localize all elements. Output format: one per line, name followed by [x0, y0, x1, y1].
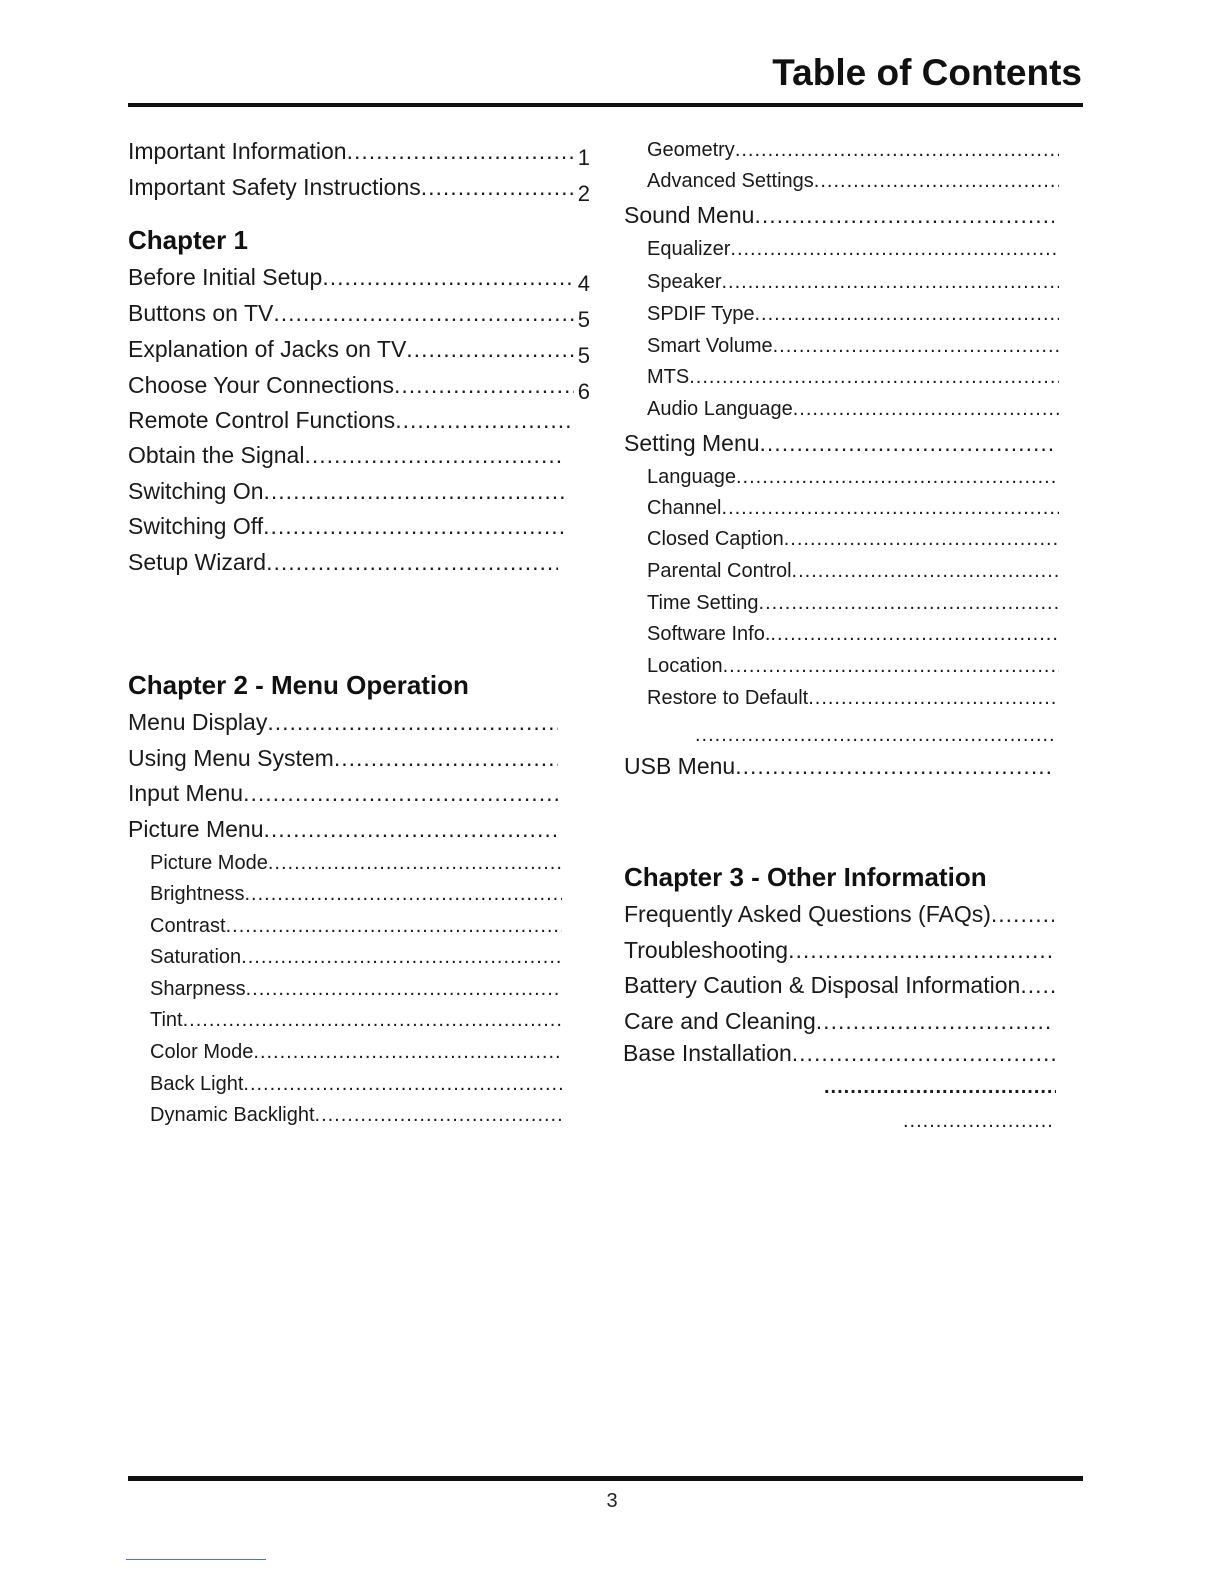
leader-dots — [759, 592, 1059, 615]
leader-dots — [243, 1073, 562, 1096]
leader-dots — [792, 1040, 1055, 1067]
bottom-link-underline — [126, 1559, 266, 1560]
chapter-1-heading: Chapter 1 — [128, 225, 248, 255]
leader-dots — [736, 466, 1059, 489]
leader-dots — [266, 549, 558, 576]
leader-dots — [735, 139, 1059, 162]
toc-entry-title: Color Mode — [150, 1041, 254, 1063]
toc-entry-location[interactable] — [647, 655, 1059, 678]
toc-entry-title: Setting Menu — [624, 430, 760, 456]
toc-entry-base-installation[interactable] — [623, 1040, 1055, 1067]
toc-entry-usb-menu[interactable] — [624, 753, 1054, 780]
toc-entry-title: Picture Menu — [128, 816, 264, 842]
toc-entry-title: Location — [647, 655, 723, 677]
toc-entry-contrast[interactable] — [150, 915, 562, 938]
toc-entry-title: Parental Control — [647, 560, 792, 582]
toc-entry-title: Care and Cleaning — [624, 1008, 816, 1034]
toc-entry-title: Troubleshooting — [624, 937, 789, 963]
orphan-leader-dots — [903, 1110, 1055, 1133]
toc-entry-title: Speaker — [647, 271, 722, 293]
toc-entry-input-menu[interactable] — [128, 780, 558, 807]
leader-dots — [183, 1009, 562, 1032]
page-number: 3 — [606, 1490, 618, 1512]
page-title: Table of Contents — [772, 52, 1082, 93]
toc-entry-title: Back Light — [150, 1073, 244, 1095]
toc-entry-software-info[interactable] — [647, 623, 1059, 646]
leader-dots — [723, 655, 1059, 678]
leader-dots — [245, 883, 563, 906]
orphan-leader-dots — [695, 724, 1053, 747]
leader-dots — [246, 978, 562, 1001]
toc-entry-using-menu-system[interactable] — [128, 745, 558, 772]
toc-entry-geometry[interactable] — [647, 139, 1059, 162]
toc-entry-title: Setup Wizard — [128, 549, 267, 575]
toc-entry-explanation-of-jacks[interactable] — [128, 336, 590, 363]
toc-entry-title: Switching Off — [128, 513, 264, 539]
toc-entry-title: Restore to Default — [647, 687, 809, 709]
toc-entry-back-light[interactable] — [150, 1073, 562, 1096]
leader-dots — [347, 138, 574, 165]
leader-dots — [334, 745, 558, 772]
toc-entry-title: Saturation — [150, 946, 242, 968]
leader-dots — [263, 513, 564, 540]
toc-entry-before-initial-setup[interactable] — [128, 264, 590, 291]
toc-entry-picture-menu[interactable] — [128, 816, 558, 843]
toc-entry-page: 4 — [577, 271, 590, 291]
toc-entry-title: Before Initial Setup — [128, 264, 323, 290]
toc-entry-title: Important Safety Instructions — [128, 174, 421, 200]
leader-dots — [304, 442, 564, 469]
toc-entry-advanced-settings[interactable] — [647, 170, 1059, 193]
toc-entry-title: Brightness — [150, 883, 245, 905]
leader-dots — [1020, 972, 1056, 999]
leader-dots — [793, 398, 1059, 421]
leader-dots — [241, 946, 562, 969]
toc-entry-title: USB Menu — [624, 753, 736, 779]
toc-entry-title: Smart Volume — [647, 335, 773, 357]
toc-entry-spdif-type[interactable] — [647, 303, 1059, 326]
toc-entry-title: Sound Menu — [624, 202, 755, 228]
toc-entry-switching-off[interactable] — [128, 513, 564, 540]
leader-dots — [792, 560, 1059, 583]
leader-dots — [730, 238, 1059, 261]
toc-entry-title: Remote Control Functions — [128, 407, 396, 433]
leader-dots — [394, 372, 574, 399]
toc-entry-title: Menu Display — [128, 709, 268, 735]
toc-entry-title: Time Setting — [647, 592, 759, 614]
toc-entry-title: SPDIF Type — [647, 303, 755, 325]
toc-entry-title: Tint — [150, 1009, 183, 1031]
toc-entry-title: Explanation of Jacks on TV — [128, 336, 407, 362]
leader-dots — [253, 1041, 562, 1064]
toc-entry-title: Channel — [647, 497, 722, 519]
leader-dots — [322, 264, 573, 291]
leader-dots — [689, 366, 1059, 389]
chapter-2-heading: Chapter 2 - Menu Operation — [128, 670, 469, 700]
toc-entry-title: Geometry — [647, 139, 735, 161]
toc-entry-battery-caution[interactable] — [624, 972, 1056, 999]
leader-dots — [722, 497, 1059, 520]
toc-entry-page: 5 — [577, 307, 590, 327]
toc-entry-time-setting[interactable] — [647, 592, 1059, 615]
toc-entry-brightness[interactable] — [150, 883, 562, 906]
toc-entry-page: 5 — [577, 343, 590, 363]
leader-dots — [816, 1008, 1054, 1035]
leader-dots — [760, 430, 1054, 457]
chapter-3-heading: Chapter 3 - Other Information — [624, 862, 987, 892]
toc-entry-page: 1 — [577, 145, 590, 165]
toc-entry-title: Picture Mode — [150, 852, 268, 874]
toc-entry-title: Audio Language — [647, 398, 793, 420]
leader-dots — [722, 271, 1060, 294]
toc-entry-choose-your-connections[interactable] — [128, 372, 590, 399]
toc-entry-color-mode[interactable] — [150, 1041, 562, 1064]
leader-dots — [754, 303, 1059, 326]
leader-dots — [735, 753, 1054, 780]
toc-entry-troubleshooting[interactable] — [624, 937, 1054, 964]
toc-entry-title: Battery Caution & Disposal Information — [624, 972, 1021, 998]
toc-entry-setting-menu[interactable] — [624, 430, 1054, 457]
toc-entry-title: Dynamic Backlight — [150, 1104, 315, 1126]
leader-dots — [406, 336, 573, 363]
orphan-leader-dots — [824, 1076, 1056, 1099]
toc-entry-title: Using Menu System — [128, 745, 334, 771]
leader-dots — [808, 687, 1059, 710]
toc-entry-title: Sharpness — [150, 978, 246, 1000]
toc-entry-important-information[interactable] — [128, 138, 590, 165]
toc-entry-title: Software Info. — [647, 623, 771, 645]
leader-dots — [315, 1104, 562, 1127]
toc-entry-mts[interactable] — [647, 366, 1059, 389]
toc-entry-speaker[interactable] — [647, 271, 1059, 294]
leader-dots — [788, 937, 1054, 964]
leader-dots — [267, 709, 558, 736]
toc-entry-page: 2 — [577, 181, 590, 201]
toc-entry-title: MTS — [647, 366, 690, 388]
toc-entry-equalizer[interactable] — [647, 238, 1059, 261]
leader-dots — [243, 780, 558, 807]
leader-dots — [991, 901, 1054, 928]
toc-entry-remote-control-functions[interactable] — [128, 407, 570, 434]
toc-entry-switching-on[interactable] — [128, 478, 564, 505]
toc-entry-title: Buttons on TV — [128, 300, 274, 326]
toc-entry-restore-to-default[interactable] — [647, 687, 1059, 710]
footer-rule — [128, 1476, 1083, 1481]
toc-entry-dynamic-backlight[interactable] — [150, 1104, 562, 1127]
header-rule — [128, 103, 1083, 107]
leader-dots — [264, 478, 564, 505]
leader-dots — [814, 170, 1059, 193]
toc-entry-title: Equalizer — [647, 238, 731, 260]
leader-dots — [784, 528, 1059, 551]
leader-dots — [268, 852, 562, 875]
toc-entry-language[interactable] — [647, 466, 1059, 489]
toc-entry-setup-wizard[interactable] — [128, 549, 558, 576]
toc-entry-sound-menu[interactable] — [624, 202, 1054, 229]
toc-entry-closed-caption[interactable] — [647, 528, 1059, 551]
leader-dots — [226, 915, 562, 938]
toc-entry-title: Choose Your Connections — [128, 372, 394, 398]
toc-entry-buttons-on-tv[interactable] — [128, 300, 590, 327]
toc-entry-page: 6 — [577, 379, 590, 399]
toc-entry-picture-mode[interactable] — [150, 852, 562, 875]
toc-entry-parental-control[interactable] — [647, 560, 1059, 583]
toc-entry-title: Obtain the Signal — [128, 442, 305, 468]
toc-entry-title: Contrast — [150, 915, 226, 937]
toc-entry-title: Important Information — [128, 138, 347, 164]
leader-dots — [421, 174, 574, 201]
toc-entry-audio-language[interactable] — [647, 398, 1059, 421]
toc-entry-title: Closed Caption — [647, 528, 784, 550]
toc-entry-tint[interactable] — [150, 1009, 562, 1032]
leader-dots — [395, 407, 570, 434]
leader-dots — [264, 816, 558, 843]
toc-entry-saturation[interactable] — [150, 946, 562, 969]
toc-entry-menu-display[interactable] — [128, 709, 558, 736]
toc-entry-title: Input Menu — [128, 780, 244, 806]
toc-entry-faqs[interactable] — [624, 901, 1054, 928]
leader-dots — [773, 335, 1059, 358]
toc-entry-smart-volume[interactable] — [647, 335, 1059, 358]
toc-entry-title: Advanced Settings — [647, 170, 814, 192]
toc-entry-channel[interactable] — [647, 497, 1059, 520]
toc-entry-title: Frequently Asked Questions (FAQs) — [624, 901, 991, 927]
leader-dots — [770, 623, 1059, 646]
toc-entry-title: Base Installation — [623, 1040, 792, 1066]
toc-entry-care-and-cleaning[interactable] — [624, 1008, 1054, 1035]
leader-dots — [754, 202, 1054, 229]
toc-entry-sharpness[interactable] — [150, 978, 562, 1001]
toc-entry-title: Switching On — [128, 478, 264, 504]
toc-entry-important-safety-instructions[interactable] — [128, 174, 590, 201]
leader-dots — [273, 300, 573, 327]
toc-entry-obtain-the-signal[interactable] — [128, 442, 564, 469]
toc-entry-title: Language — [647, 466, 736, 488]
